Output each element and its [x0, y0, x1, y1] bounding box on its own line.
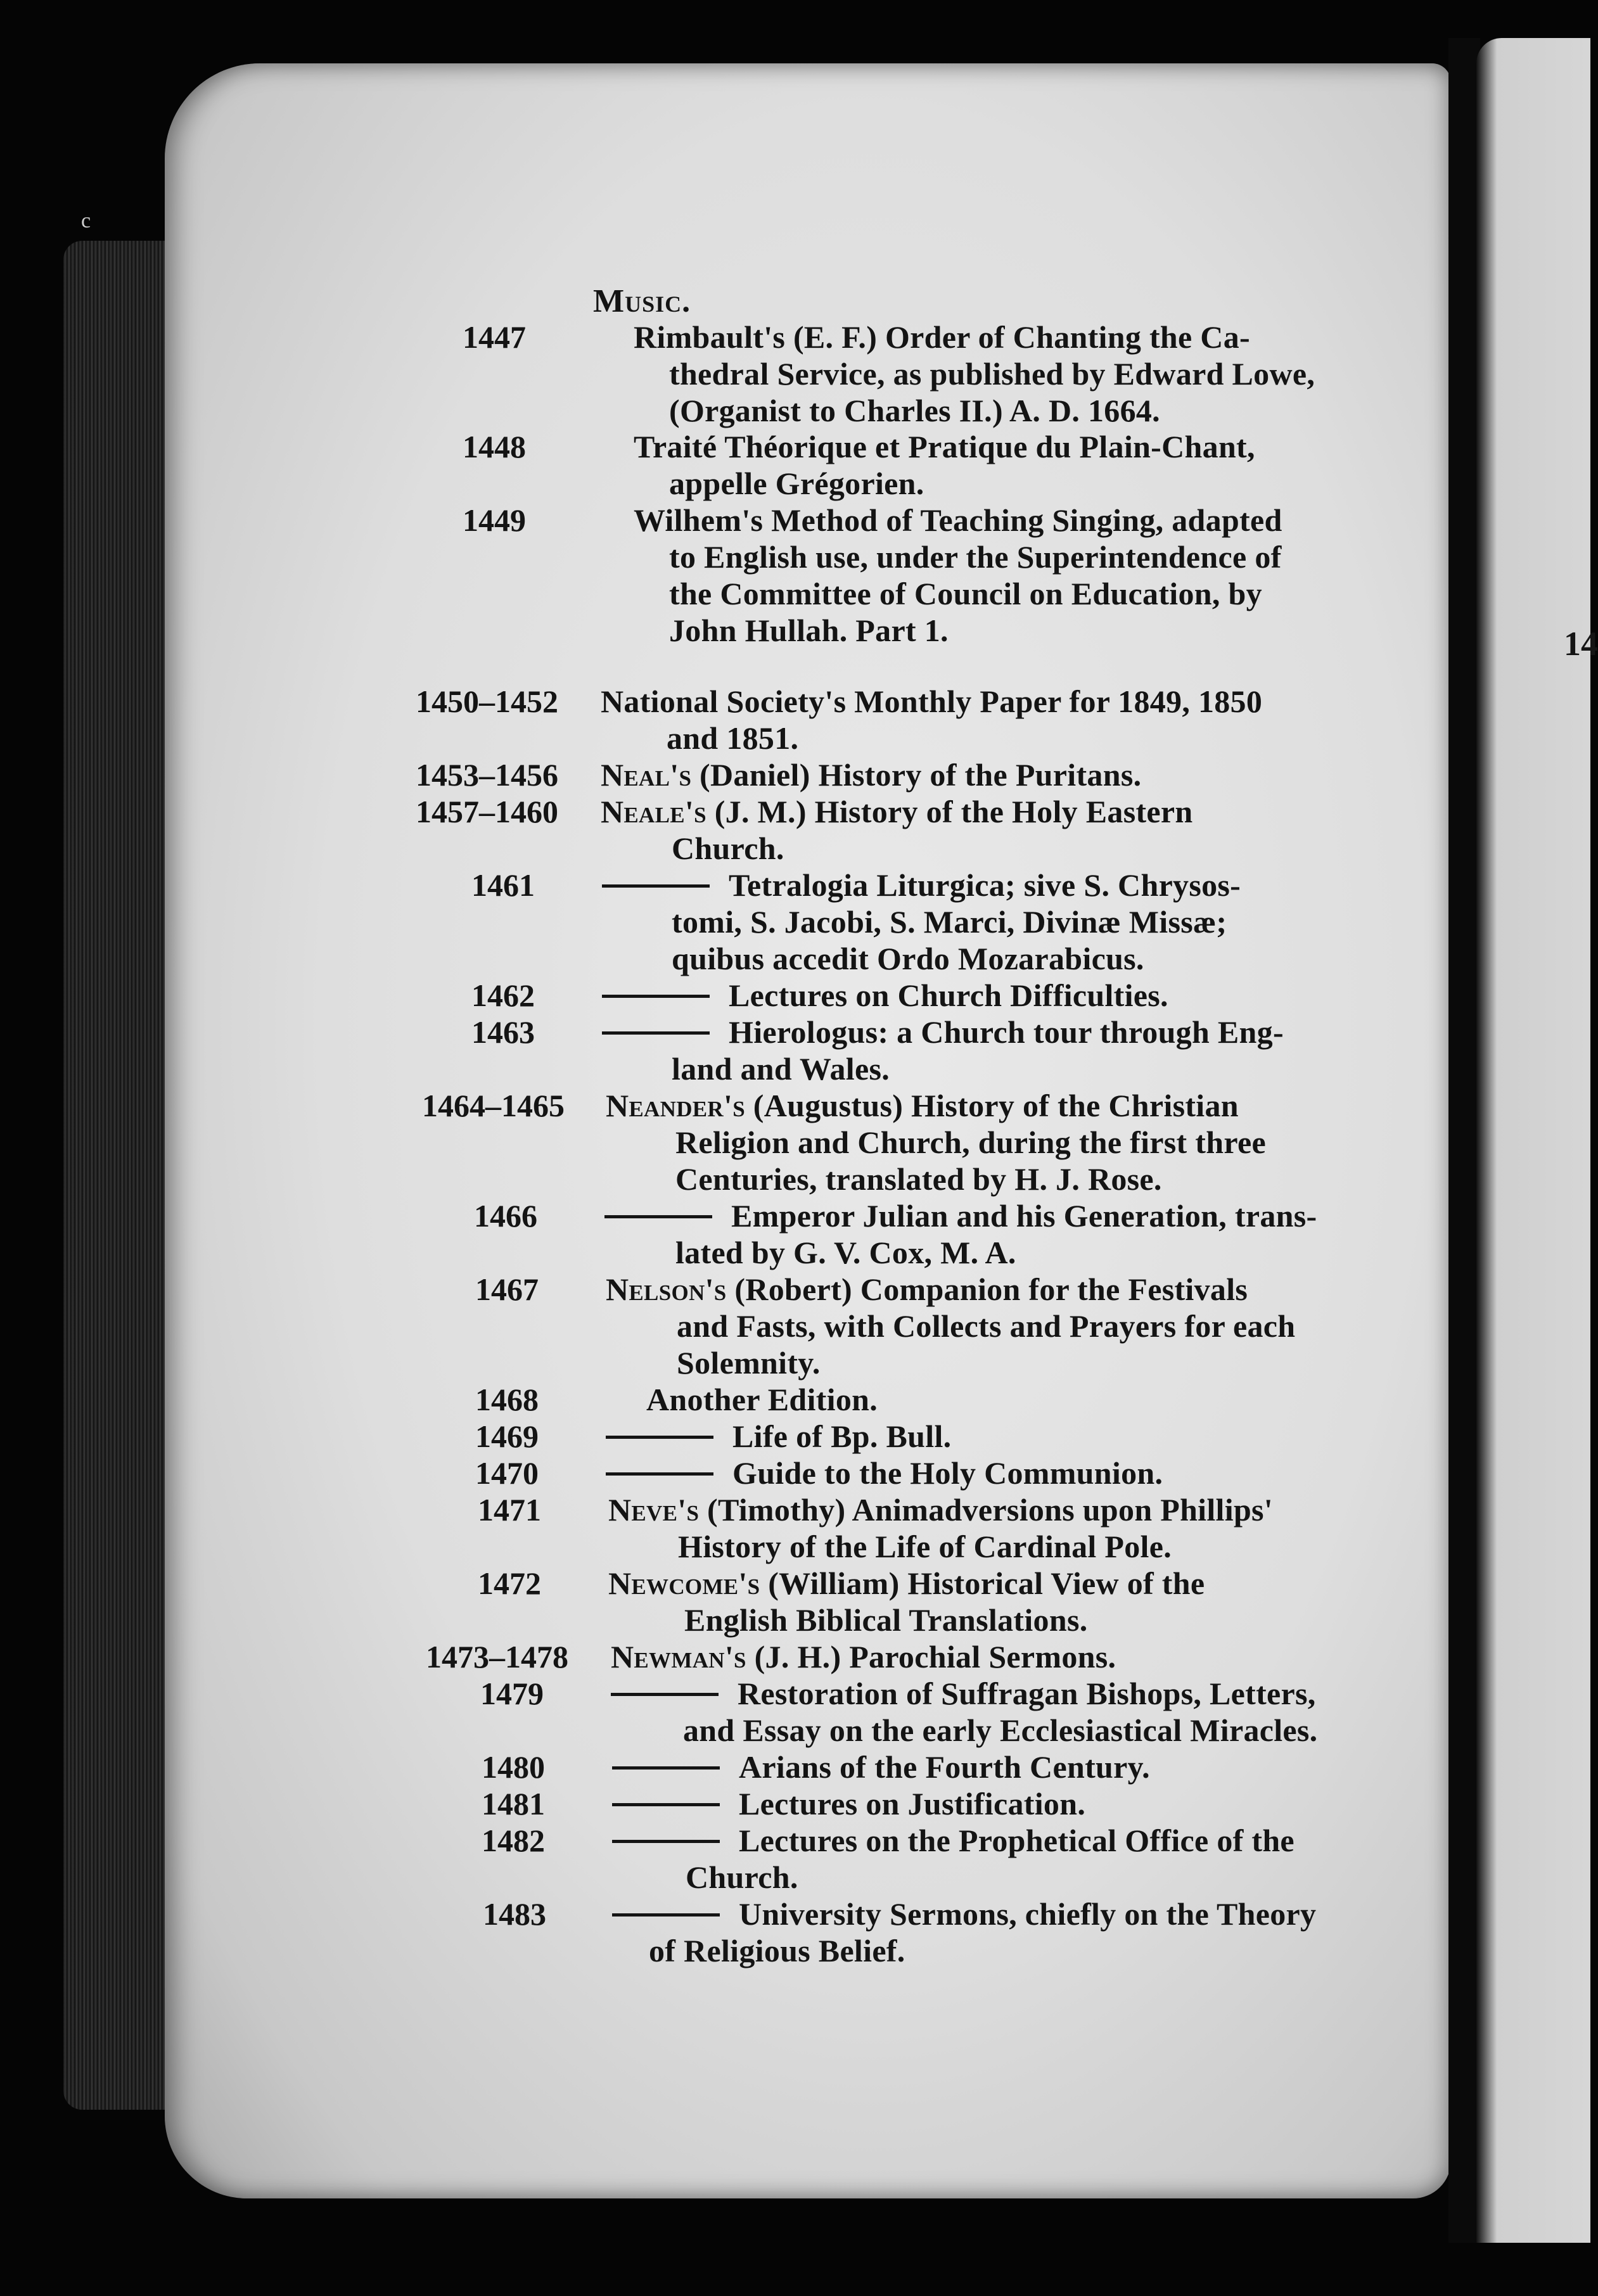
- ditto-dash: [612, 1913, 720, 1917]
- entry-line: John Hullah. Part 1.: [669, 613, 949, 648]
- entry-title: Lectures on Church Difficulties.: [729, 978, 1168, 1013]
- entry-line: [606, 1087, 1239, 1124]
- entry-line: Rimbault's (E. F.) Order of Chanting the Ca-: [634, 319, 1250, 355]
- entry-author: Neale's: [601, 794, 706, 829]
- section-heading: Music.: [593, 283, 691, 319]
- entry-line: tomi, S. Jacobi, S. Marci, Divinæ Missæ;: [672, 904, 1227, 940]
- entry-title: (Timothy) Animadversions upon Phillips': [707, 1492, 1273, 1527]
- entry-title: Restoration of Suffragan Bishops, Letters,: [738, 1676, 1316, 1711]
- adjacent-page-fragment: 14: [1564, 625, 1598, 663]
- entry-line: [611, 1638, 1116, 1675]
- entry-number: 1466: [474, 1198, 537, 1234]
- entry-author: Nelson's: [606, 1272, 727, 1307]
- entry-line: thedral Service, as published by Edward Lowe,: [669, 356, 1315, 392]
- ditto-dash: [604, 1215, 712, 1218]
- entry-title: (Robert) Companion for the Festivals: [734, 1272, 1248, 1307]
- entry-line: Solemnity.: [677, 1345, 821, 1381]
- entry-author: Newman's: [611, 1639, 746, 1674]
- ditto-dash: [612, 1840, 720, 1843]
- entry-title: Lectures on the Prophetical Office of the: [739, 1823, 1294, 1858]
- book-spine: [1448, 38, 1480, 2243]
- entry-line: and Essay on the early Ecclesiastical Miracles.: [683, 1712, 1318, 1748]
- entry-line: [604, 1197, 1317, 1234]
- entry-line: [601, 756, 1141, 793]
- entry-line: [602, 977, 1168, 1014]
- entry-line: Religion and Church, during the first three: [675, 1125, 1266, 1160]
- entry-title: (Augustus) History of the Christian: [753, 1088, 1239, 1123]
- entry-line: Another Edition.: [646, 1382, 878, 1417]
- entry-number: 1482: [482, 1823, 545, 1858]
- ditto-dash: [602, 995, 710, 998]
- entry-number: 1470: [475, 1455, 539, 1491]
- entry-title: Guide to the Holy Communion.: [732, 1455, 1163, 1491]
- entry-number: 1449: [463, 502, 526, 538]
- entry-line: [602, 867, 1241, 903]
- entry-title: (Daniel) History of the Puritans.: [700, 757, 1142, 793]
- entry-line: [602, 1014, 1284, 1050]
- entry-number: 1468: [475, 1382, 539, 1417]
- entry-number: 1480: [482, 1749, 545, 1785]
- entry-number: 1481: [482, 1786, 545, 1821]
- entry-number: 1457–1460: [416, 794, 558, 829]
- entry-number: 1469: [475, 1419, 539, 1454]
- adjacent-page-sliver: [1476, 38, 1590, 2243]
- entry-line: and 1851.: [667, 720, 799, 756]
- entry-number: 1463: [471, 1014, 535, 1050]
- entry-line: [606, 1455, 1163, 1491]
- entry-number: 1473–1478: [426, 1639, 568, 1674]
- entry-line: National Society's Monthly Paper for 1849, 1850: [601, 684, 1263, 719]
- entry-line: Church.: [672, 831, 784, 866]
- catalogue-content: [165, 63, 1451, 2198]
- entry-title: (J. H.) Parochial Sermons.: [754, 1639, 1116, 1674]
- entry-line: quibus accedit Ordo Mozarabicus.: [672, 941, 1144, 976]
- corner-mark: c: [81, 209, 91, 233]
- entry-number: 1450–1452: [416, 684, 558, 719]
- ditto-dash: [606, 1436, 713, 1439]
- entry-line: Church.: [686, 1859, 798, 1895]
- entry-line: Centuries, translated by H. J. Rose.: [675, 1161, 1162, 1197]
- entry-number: 1447: [463, 319, 526, 355]
- entry-title: Emperor Julian and his Generation, trans-: [731, 1198, 1317, 1234]
- entry-line: to English use, under the Superintendence of: [669, 539, 1282, 575]
- entry-line: [612, 1749, 1150, 1785]
- entry-number: 1462: [471, 978, 535, 1013]
- page-edge-stack: [63, 241, 177, 2110]
- ditto-dash: [602, 1031, 710, 1035]
- entry-title: Life of Bp. Bull.: [732, 1419, 952, 1454]
- entry-title: University Sermons, chiefly on the Theory: [739, 1896, 1317, 1932]
- ditto-dash: [602, 884, 710, 888]
- entry-number: 1471: [478, 1492, 541, 1527]
- entry-line: Traité Théorique et Pratique du Plain-Chant,: [634, 429, 1255, 464]
- entry-line: of Religious Belief.: [649, 1933, 905, 1968]
- entry-number: 1479: [480, 1676, 544, 1711]
- entry-number: 1483: [483, 1896, 546, 1932]
- entry-number: 1464–1465: [422, 1088, 565, 1123]
- entry-title: Hierologus: a Church tour through Eng-: [729, 1014, 1284, 1050]
- entry-title: (William) Historical View of the: [768, 1566, 1205, 1601]
- entry-line: and Fasts, with Collects and Prayers for each: [677, 1308, 1296, 1344]
- entry-number: 1453–1456: [416, 757, 558, 793]
- entry-line: [608, 1565, 1205, 1602]
- entry-line: History of the Life of Cardinal Pole.: [678, 1529, 1172, 1564]
- entry-line: lated by G. V. Cox, M. A.: [675, 1235, 1016, 1270]
- entry-line: [612, 1822, 1294, 1859]
- entry-title: Arians of the Fourth Century.: [739, 1749, 1150, 1785]
- entry-author: Neander's: [606, 1088, 745, 1123]
- entry-line: English Biblical Translations.: [684, 1602, 1088, 1638]
- entry-line: [612, 1785, 1085, 1822]
- entry-number: 1461: [471, 867, 535, 903]
- entry-line: [611, 1675, 1316, 1712]
- entry-number: 1448: [463, 429, 526, 464]
- ditto-dash: [606, 1472, 713, 1476]
- entry-line: [612, 1896, 1316, 1932]
- entry-title: (J. M.) History of the Holy Eastern: [714, 794, 1193, 829]
- entry-author: Newcome's: [608, 1566, 760, 1601]
- entry-line: [608, 1491, 1273, 1528]
- entry-author: Neal's: [601, 757, 692, 793]
- entry-title: Tetralogia Liturgica; sive S. Chrysos-: [729, 867, 1241, 903]
- entry-line: [606, 1418, 951, 1455]
- ditto-dash: [612, 1803, 720, 1806]
- entry-author: Neve's: [608, 1492, 700, 1527]
- ditto-dash: [612, 1766, 720, 1770]
- entry-number: 1472: [478, 1566, 541, 1601]
- entry-line: (Organist to Charles II.) A. D. 1664.: [669, 393, 1160, 428]
- ditto-dash: [611, 1693, 719, 1696]
- entry-line: appelle Grégorien.: [669, 466, 924, 501]
- entry-title: Lectures on Justification.: [739, 1786, 1086, 1821]
- entry-number: 1467: [475, 1272, 539, 1307]
- entry-line: the Committee of Council on Education, by: [669, 576, 1262, 611]
- entry-line: [601, 793, 1193, 830]
- entry-line: [606, 1271, 1248, 1308]
- entry-line: Wilhem's Method of Teaching Singing, adapted: [634, 502, 1282, 538]
- entry-line: land and Wales.: [672, 1051, 890, 1087]
